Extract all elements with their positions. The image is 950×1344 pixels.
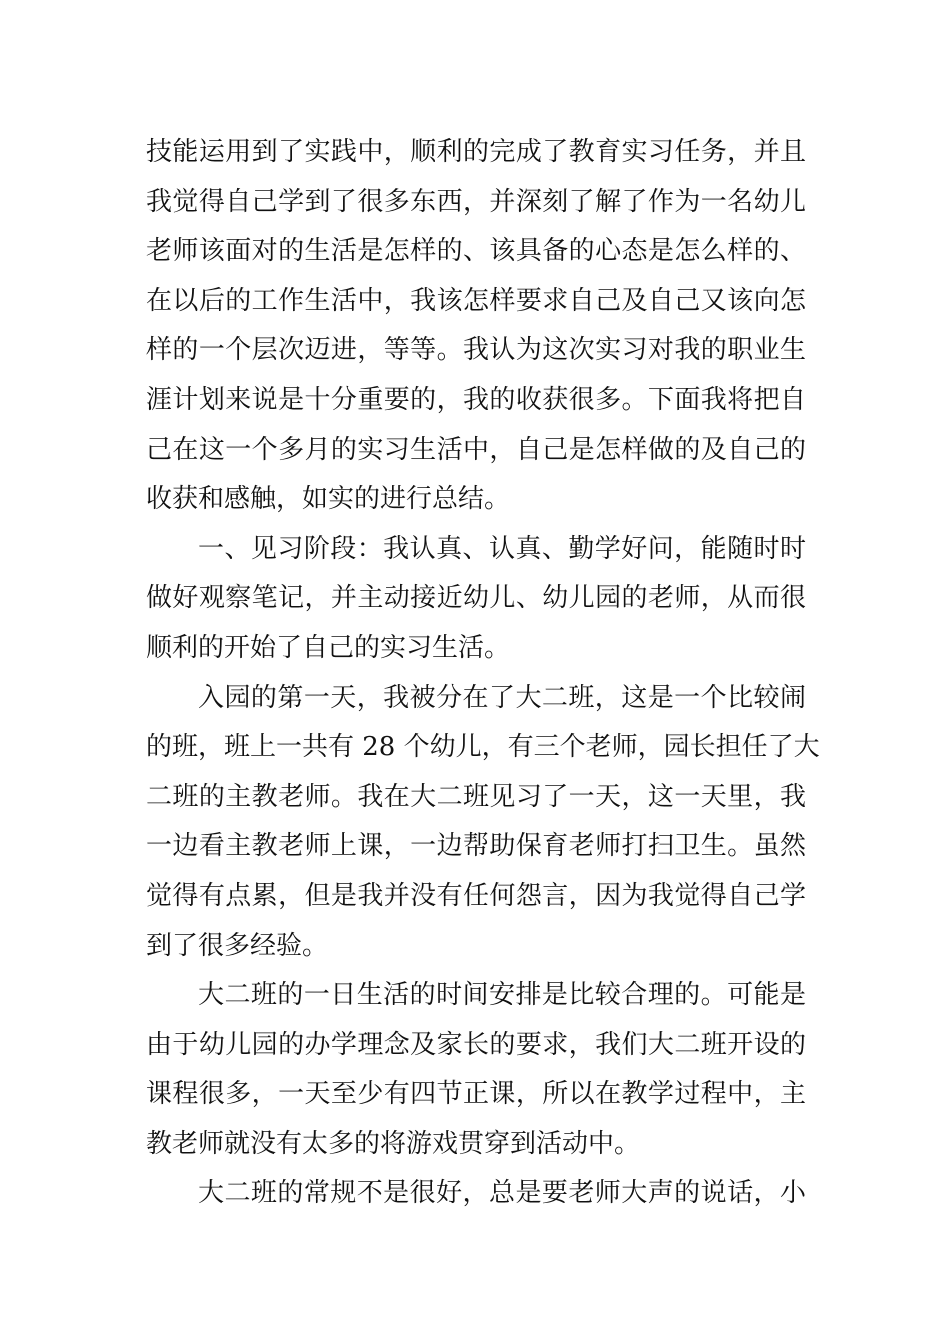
text-line: 收获和感触，如实的进行总结。	[146, 484, 511, 515]
text-line: 一、见习阶段：我认真、认真、勤学好问，能随时时	[198, 533, 806, 564]
body-text	[146, 128, 820, 1219]
text-line: 涯计划来说是十分重要的，我的收获很多。下面我将把自	[146, 384, 806, 415]
text-line: 觉得有点累，但是我并没有任何怨言，因为我觉得自己学	[146, 880, 806, 911]
text-line: 入园的第一天，我被分在了大二班，这是一个比较闹	[198, 682, 806, 713]
text-line: 样的一个层次迈进，等等。我认为这次实习对我的职业生	[146, 335, 806, 366]
text-line: 在以后的工作生活中，我该怎样要求自己及自己又该向怎	[146, 285, 806, 316]
text-line: 教老师就没有太多的将游戏贯穿到活动中。	[146, 1128, 641, 1159]
text-line: 我觉得自己学到了很多东西，并深刻了解了作为一名幼儿	[146, 186, 806, 217]
text-line: 大二班的常规不是很好，总是要老师大声的说话，小	[198, 1178, 806, 1209]
text-line: 课程很多，一天至少有四节正课，所以在教学过程中，主	[146, 1079, 806, 1110]
text-line: 由于幼儿园的办学理念及家长的要求，我们大二班开设的	[146, 1029, 806, 1060]
text-line: 老师该面对的生活是怎样的、该具备的心态是怎么样的、	[146, 236, 806, 267]
text-line: 大二班的一日生活的时间安排是比较合理的。可能是	[198, 980, 806, 1011]
text-line: 一边看主教老师上课，一边帮助保育老师打扫卫生。虽然	[146, 831, 806, 862]
text-line: 到了很多经验。	[146, 930, 329, 961]
text-line: 做好观察笔记，并主动接近幼儿、幼儿园的老师，从而很	[146, 583, 806, 614]
text-line: 二班的主教老师。我在大二班见习了一天，这一天里，我	[146, 781, 806, 812]
text-line: 技能运用到了实践中，顺利的完成了教育实习任务，并且	[146, 137, 806, 167]
text-line: 的班，班上一共有 28 个幼儿，有三个老师，园长担任了大	[146, 732, 820, 763]
text-line: 顺利的开始了自己的实习生活。	[146, 632, 511, 663]
text-line: 己在这一个多月的实习生活中，自己是怎样做的及自己的	[146, 434, 806, 465]
